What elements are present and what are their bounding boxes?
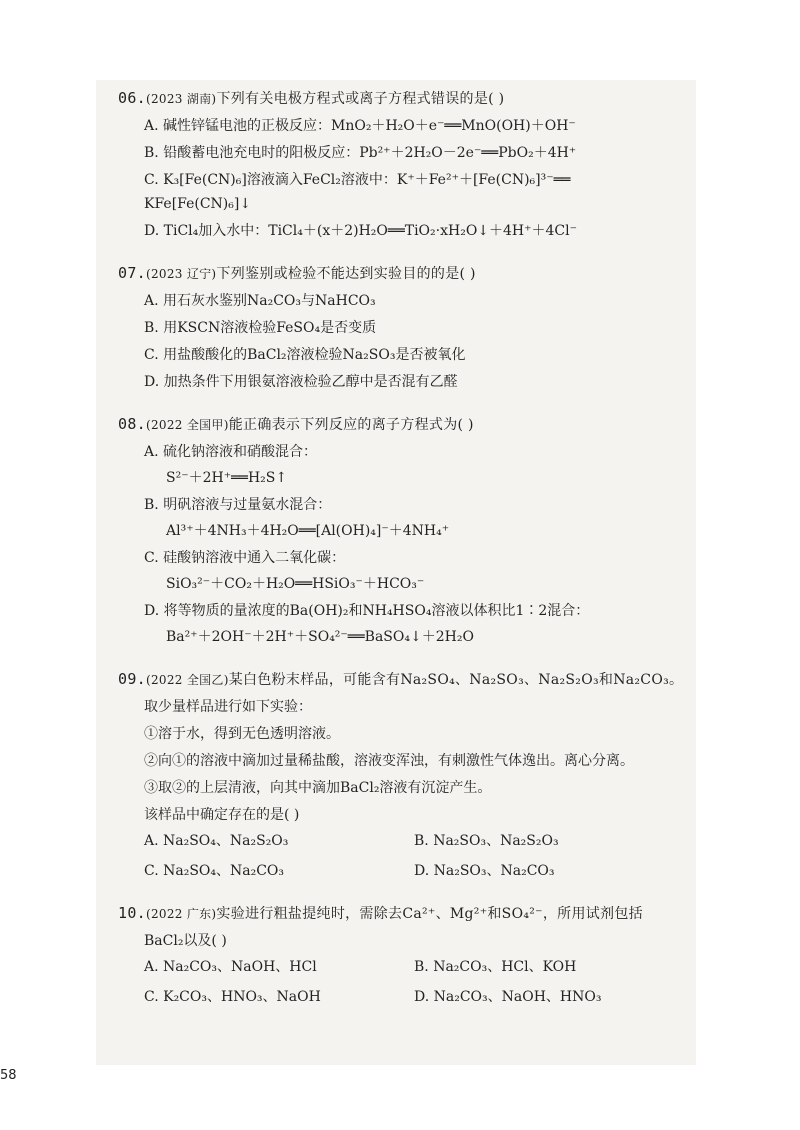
option-b: B. 明矾溶液与过量氨水混合： [144, 497, 332, 513]
question-stem [118, 903, 708, 924]
experiment-step-1: ①溶于水，得到无色透明溶液。 [144, 726, 340, 742]
question-source: (2022 全国甲) [146, 418, 229, 432]
question-06 [118, 88, 708, 241]
option-b: B. 用KSCN溶液检验FeSO₄是否变质 [144, 320, 377, 336]
option-c-equation: SiO₃²⁻＋CO₂＋H₂O══HSiO₃⁻＋HCO₃⁻ [166, 576, 425, 592]
experiment-step-2: ②向①的溶液中滴加过量稀盐酸，溶液变浑浊，有刺激性气体逸出。离心分离。 [144, 753, 634, 769]
option-c: C. K₂CO₃、HNO₃、NaOH [144, 989, 321, 1005]
question-line: BaCl₂以及( ) [144, 933, 227, 949]
question-07 [118, 263, 708, 392]
option-d: D. TiCl₄加入水中：TiCl₄＋(x＋2)H₂O══TiO₂·xH₂O↓＋4H⁺＋4Cl⁻ [144, 223, 578, 239]
question-stem [118, 263, 708, 284]
question-text: 下列鉴别或检验不能达到实验目的的是( ) [216, 266, 476, 282]
option-a: A. Na₂SO₄、Na₂S₂O₃ [144, 833, 289, 849]
option-c: C. 用盐酸酸化的BaCl₂溶液检验Na₂SO₃是否被氧化 [144, 347, 466, 363]
question-10 [118, 903, 708, 1007]
question-number: 08. [118, 415, 146, 433]
page-number: 58 [0, 1068, 17, 1083]
option-b: B. 铅酸蓄电池充电时的阳极反应：Pb²⁺＋2H₂O－2e⁻══PbO₂＋4H⁺ [144, 145, 577, 161]
question-09 [118, 669, 708, 881]
option-a: A. 硫化钠溶液和硝酸混合： [144, 444, 318, 460]
option-c: C. K₃[Fe(CN)₆]溶液滴入FeCl₂溶液中：K⁺＋Fe²⁺＋[Fe(CN)₆]³⁻══ [144, 172, 571, 188]
option-d: D. 加热条件下用银氨溶液检验乙醇中是否混有乙醛 [144, 374, 458, 390]
option-c-continued: KFe[Fe(CN)₆]↓ [144, 196, 252, 212]
question-number: 09. [118, 670, 146, 688]
question-source: (2023 湖南) [146, 92, 217, 106]
options-grid [118, 825, 708, 881]
option-a: A. 用石灰水鉴别Na₂CO₃与NaHCO₃ [144, 293, 376, 309]
question-number: 07. [118, 264, 146, 282]
question-text: 能正确表示下列反应的离子方程式为( ) [228, 417, 474, 433]
question-stem [118, 669, 708, 690]
option-b: B. Na₂SO₃、Na₂S₂O₃ [414, 833, 559, 849]
question-number: 10. [118, 904, 146, 922]
question-line: 取少量样品进行如下实验： [144, 699, 312, 715]
option-a: A. Na₂CO₃、NaOH、HCl [144, 959, 317, 975]
option-b-equation: Al³⁺＋4NH₃＋4H₂O══[Al(OH)₄]⁻＋4NH₄⁺ [166, 523, 450, 539]
option-d-equation: Ba²⁺＋2OH⁻＋2H⁺＋SO₄²⁻══BaSO₄↓＋2H₂O [166, 629, 474, 645]
option-a: A. 碱性锌锰电池的正极反应：MnO₂＋H₂O＋e⁻══MnO(OH)＋OH⁻ [144, 118, 576, 134]
question-text: 某白色粉末样品，可能含有Na₂SO₄、Na₂SO₃、Na₂S₂O₃和Na₂CO₃。 [228, 672, 684, 688]
question-stem [118, 88, 708, 109]
question-source: (2022 广东) [146, 907, 217, 921]
option-b: B. Na₂CO₃、HCl、KOH [414, 959, 577, 975]
option-d: D. 将等物质的量浓度的Ba(OH)₂和NH₄HSO₄溶液以体积比1∶2混合： [144, 603, 590, 619]
option-c: C. 硅酸钠溶液中通入二氧化碳： [144, 550, 346, 566]
question-text: 下列有关电极方程式或离子方程式错误的是( ) [216, 91, 505, 107]
option-d: D. Na₂CO₃、NaOH、HNO₃ [414, 989, 602, 1005]
options-grid [118, 951, 708, 1007]
question-source: (2023 辽宁) [146, 267, 217, 281]
question-08 [118, 414, 708, 647]
experiment-step-3: ③取②的上层清液，向其中滴加BaCl₂溶液有沉淀产生。 [144, 780, 492, 796]
question-prompt: 该样品中确定存在的是( ) [144, 807, 300, 823]
question-stem [118, 414, 708, 435]
option-c: C. Na₂SO₄、Na₂CO₃ [144, 863, 285, 879]
option-d: D. Na₂SO₃、Na₂CO₃ [414, 863, 555, 879]
question-source: (2022 全国乙) [146, 673, 229, 687]
question-list [118, 88, 708, 1029]
question-text: 实验进行粗盐提纯时，需除去Ca²⁺、Mg²⁺和SO₄²⁻，所用试剂包括 [216, 906, 643, 922]
option-a-equation: S²⁻＋2H⁺══H₂S↑ [166, 470, 288, 486]
question-number: 06. [118, 89, 146, 107]
